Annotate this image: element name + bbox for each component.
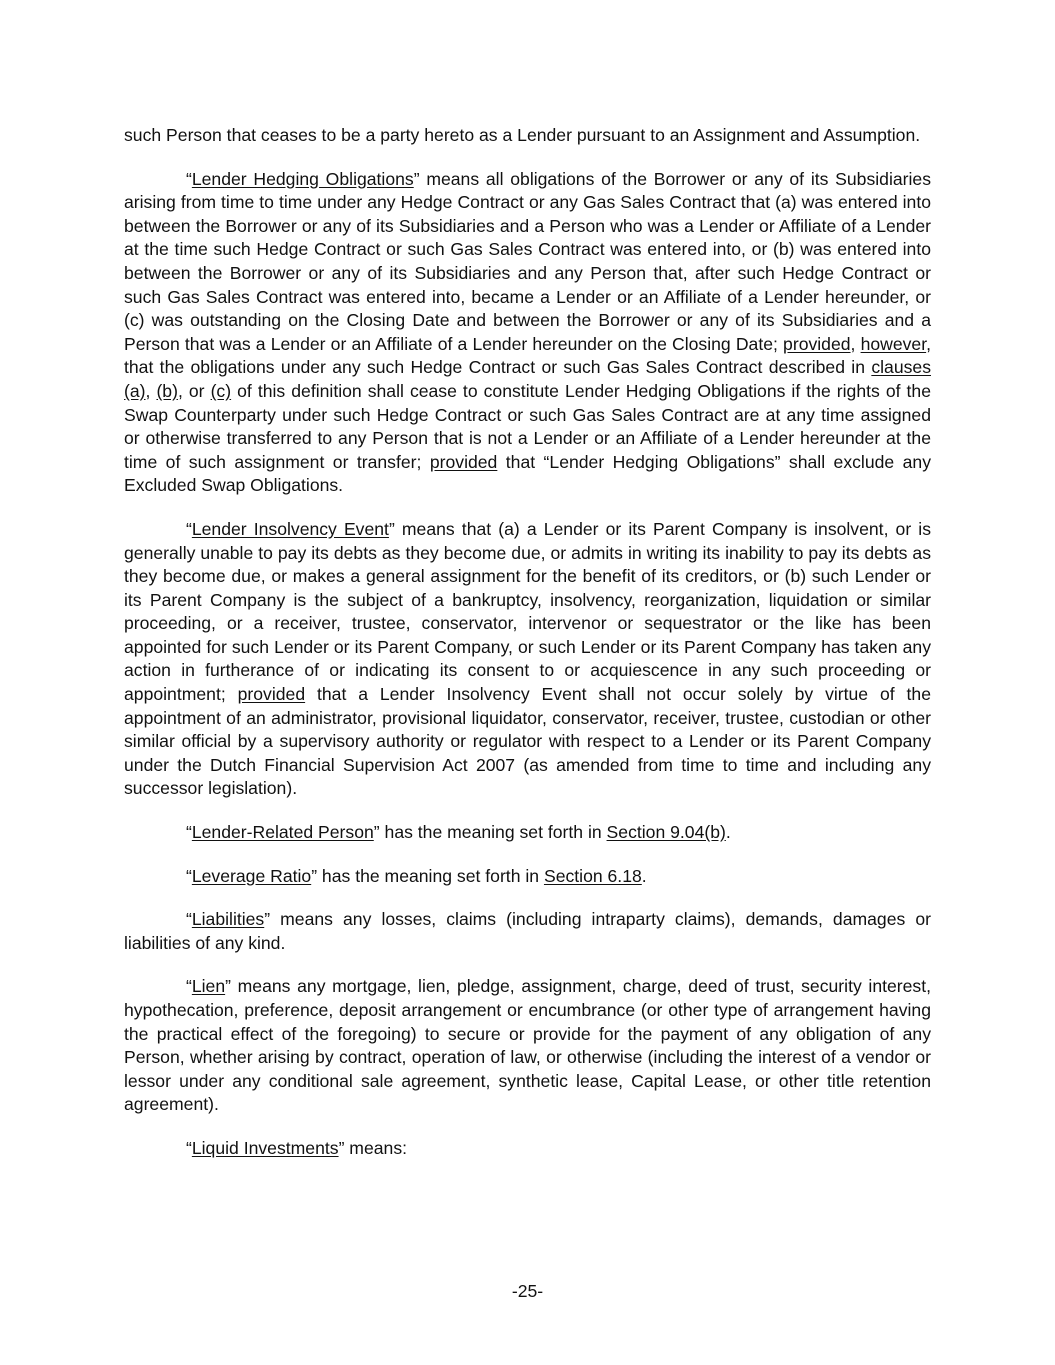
clause-reference: clauses (a) <box>124 357 931 401</box>
defined-term: Lender Insolvency Event <box>191 518 389 539</box>
definition-text: ” means any mortgage, lien, pledge, assignment, charge, deed of trust, security interest, hypothecation, preference, deposit arrangement or encumbrance (or other type of arrangement having the practical effect of the foregoing) to secure or provide for the payment of any obligation of any Person, whether arising by contract, operation of law, or otherwise (including the interest of a vendor or lessor under any conditional sale agreement, synthetic lease, Capital Lease, or other title retention agreement). <box>124 976 931 1115</box>
section-reference: Section 6.18 <box>543 865 642 886</box>
definition-lender-insolvency-event <box>124 518 931 801</box>
defined-term: Lender Hedging Obligations <box>191 168 414 189</box>
punctuation: , <box>145 380 157 401</box>
defined-term: Liquid Investments <box>191 1137 339 1158</box>
definition-lien <box>124 975 931 1117</box>
definition-text: ” has the meaning set forth in <box>373 822 607 843</box>
defined-term: Liabilities <box>191 909 265 930</box>
punctuation: . <box>725 822 731 843</box>
definition-text: ” has the meaning set forth in <box>311 865 544 886</box>
open-quote: “ <box>186 909 192 930</box>
clause-reference: (b) <box>156 380 178 401</box>
open-quote: “ <box>186 1137 192 1158</box>
open-quote: “ <box>186 518 192 539</box>
open-quote: “ <box>186 822 192 843</box>
definition-text: of this definition shall cease to constitute Lender Hedging Obligations if the rights of the Swap Counterparty under such Hedge Contract or such Gas Sales Contract are at any time assigned or otherwise transferred to any Person that is not a Lender or an Affiliate of a Lender hereunder at the time of such assignment or transfer; <box>124 380 931 472</box>
clause-reference: (c) <box>210 380 232 401</box>
defined-term: Lender-Related Person <box>191 822 374 843</box>
open-quote: “ <box>186 976 192 997</box>
open-quote: “ <box>186 865 192 886</box>
punctuation: . <box>641 865 647 886</box>
punctuation: , or <box>177 380 211 401</box>
definition-text: that “Lender Hedging Obligations” shall exclude any Excluded Swap Obligations. <box>124 451 931 496</box>
document-page <box>124 124 931 1181</box>
definition-text: ” means any losses, claims (including intraparty claims), demands, damages or liabilities of any kind. <box>124 909 931 953</box>
definition-text: ” means: <box>338 1137 408 1158</box>
definition-lender-hedging-obligations <box>124 168 931 498</box>
defined-term: Lien <box>191 976 226 997</box>
definition-text: ” means all obligations of the Borrower or any of its Subsidiaries arising from time to time under any Hedge Contract or any Gas Sales Contract that (a) was entered into between the Borrower or any of its Subsidiaries and a Person who was a Lender or Affiliate of a Lender at the time such Hedge Contract or such Gas Sales Contract was entered into, or (b) was entered into between the Borrower or any of its Subsidiaries and any Person that, after such Hedge Contract or such Gas Sales Contract was entered into, became a Lender or an Affiliate of a Lender hereunder, or (c) was outstanding on the Closing Date and between the Borrower or any of its Subsidiaries and a Person that was a Lender or an Affiliate of a Lender hereunder on the Closing Date; <box>124 168 931 354</box>
emphasis-provided: provided <box>237 684 306 705</box>
definition-lender-related-person <box>124 821 931 845</box>
emphasis-provided: provided <box>783 333 851 354</box>
section-reference: Section 9.04(b) <box>606 822 726 843</box>
definition-text: , that the obligations under any such Hedge Contract or such Gas Sales Contract described in <box>124 333 931 378</box>
definition-liabilities <box>124 908 931 955</box>
open-quote: “ <box>186 168 192 189</box>
definition-text: ” means that (a) a Lender or its Parent Company is insolvent, or is generally unable to pay its debts as they become due, or admits in writing its inability to pay its debts as they become due, or makes a general assignment for the benefit of its creditors, or (b) such Lender or its Parent Company is the subject of a bankruptcy, insolvency, reorganization, liquidation or similar proceeding, or a receiver, trustee, conservator, intervenor or sequestrator or the like has been appointed for such Lender or its Parent Company, or such Lender or its Parent Company has taken any action in furtherance of or indicating its consent to or acquiescence in any such proceeding or appointment; <box>124 518 931 705</box>
emphasis-however: however <box>860 333 927 354</box>
paragraph-continuation: such Person that ceases to be a party hereto as a Lender pursuant to an Assignment and Assumption. <box>124 125 921 145</box>
definition-text: that a Lender Insolvency Event shall not occur solely by virtue of the appointment of an administrator, provisional liquidator, conservator, receiver, trustee, custodian or other similar official by a supervisory authority or regulator with respect to a Lender or its Parent Company under the Dutch Financial Supervision Act 2007 (as amended from time to time and including any successor legislation). <box>124 684 931 799</box>
page-number: -25- <box>511 1281 544 1301</box>
punctuation: , <box>850 333 861 354</box>
definition-liquid-investments <box>124 1137 931 1161</box>
defined-term: Leverage Ratio <box>191 865 312 886</box>
emphasis-provided: provided <box>429 451 498 472</box>
definition-leverage-ratio <box>124 865 931 889</box>
